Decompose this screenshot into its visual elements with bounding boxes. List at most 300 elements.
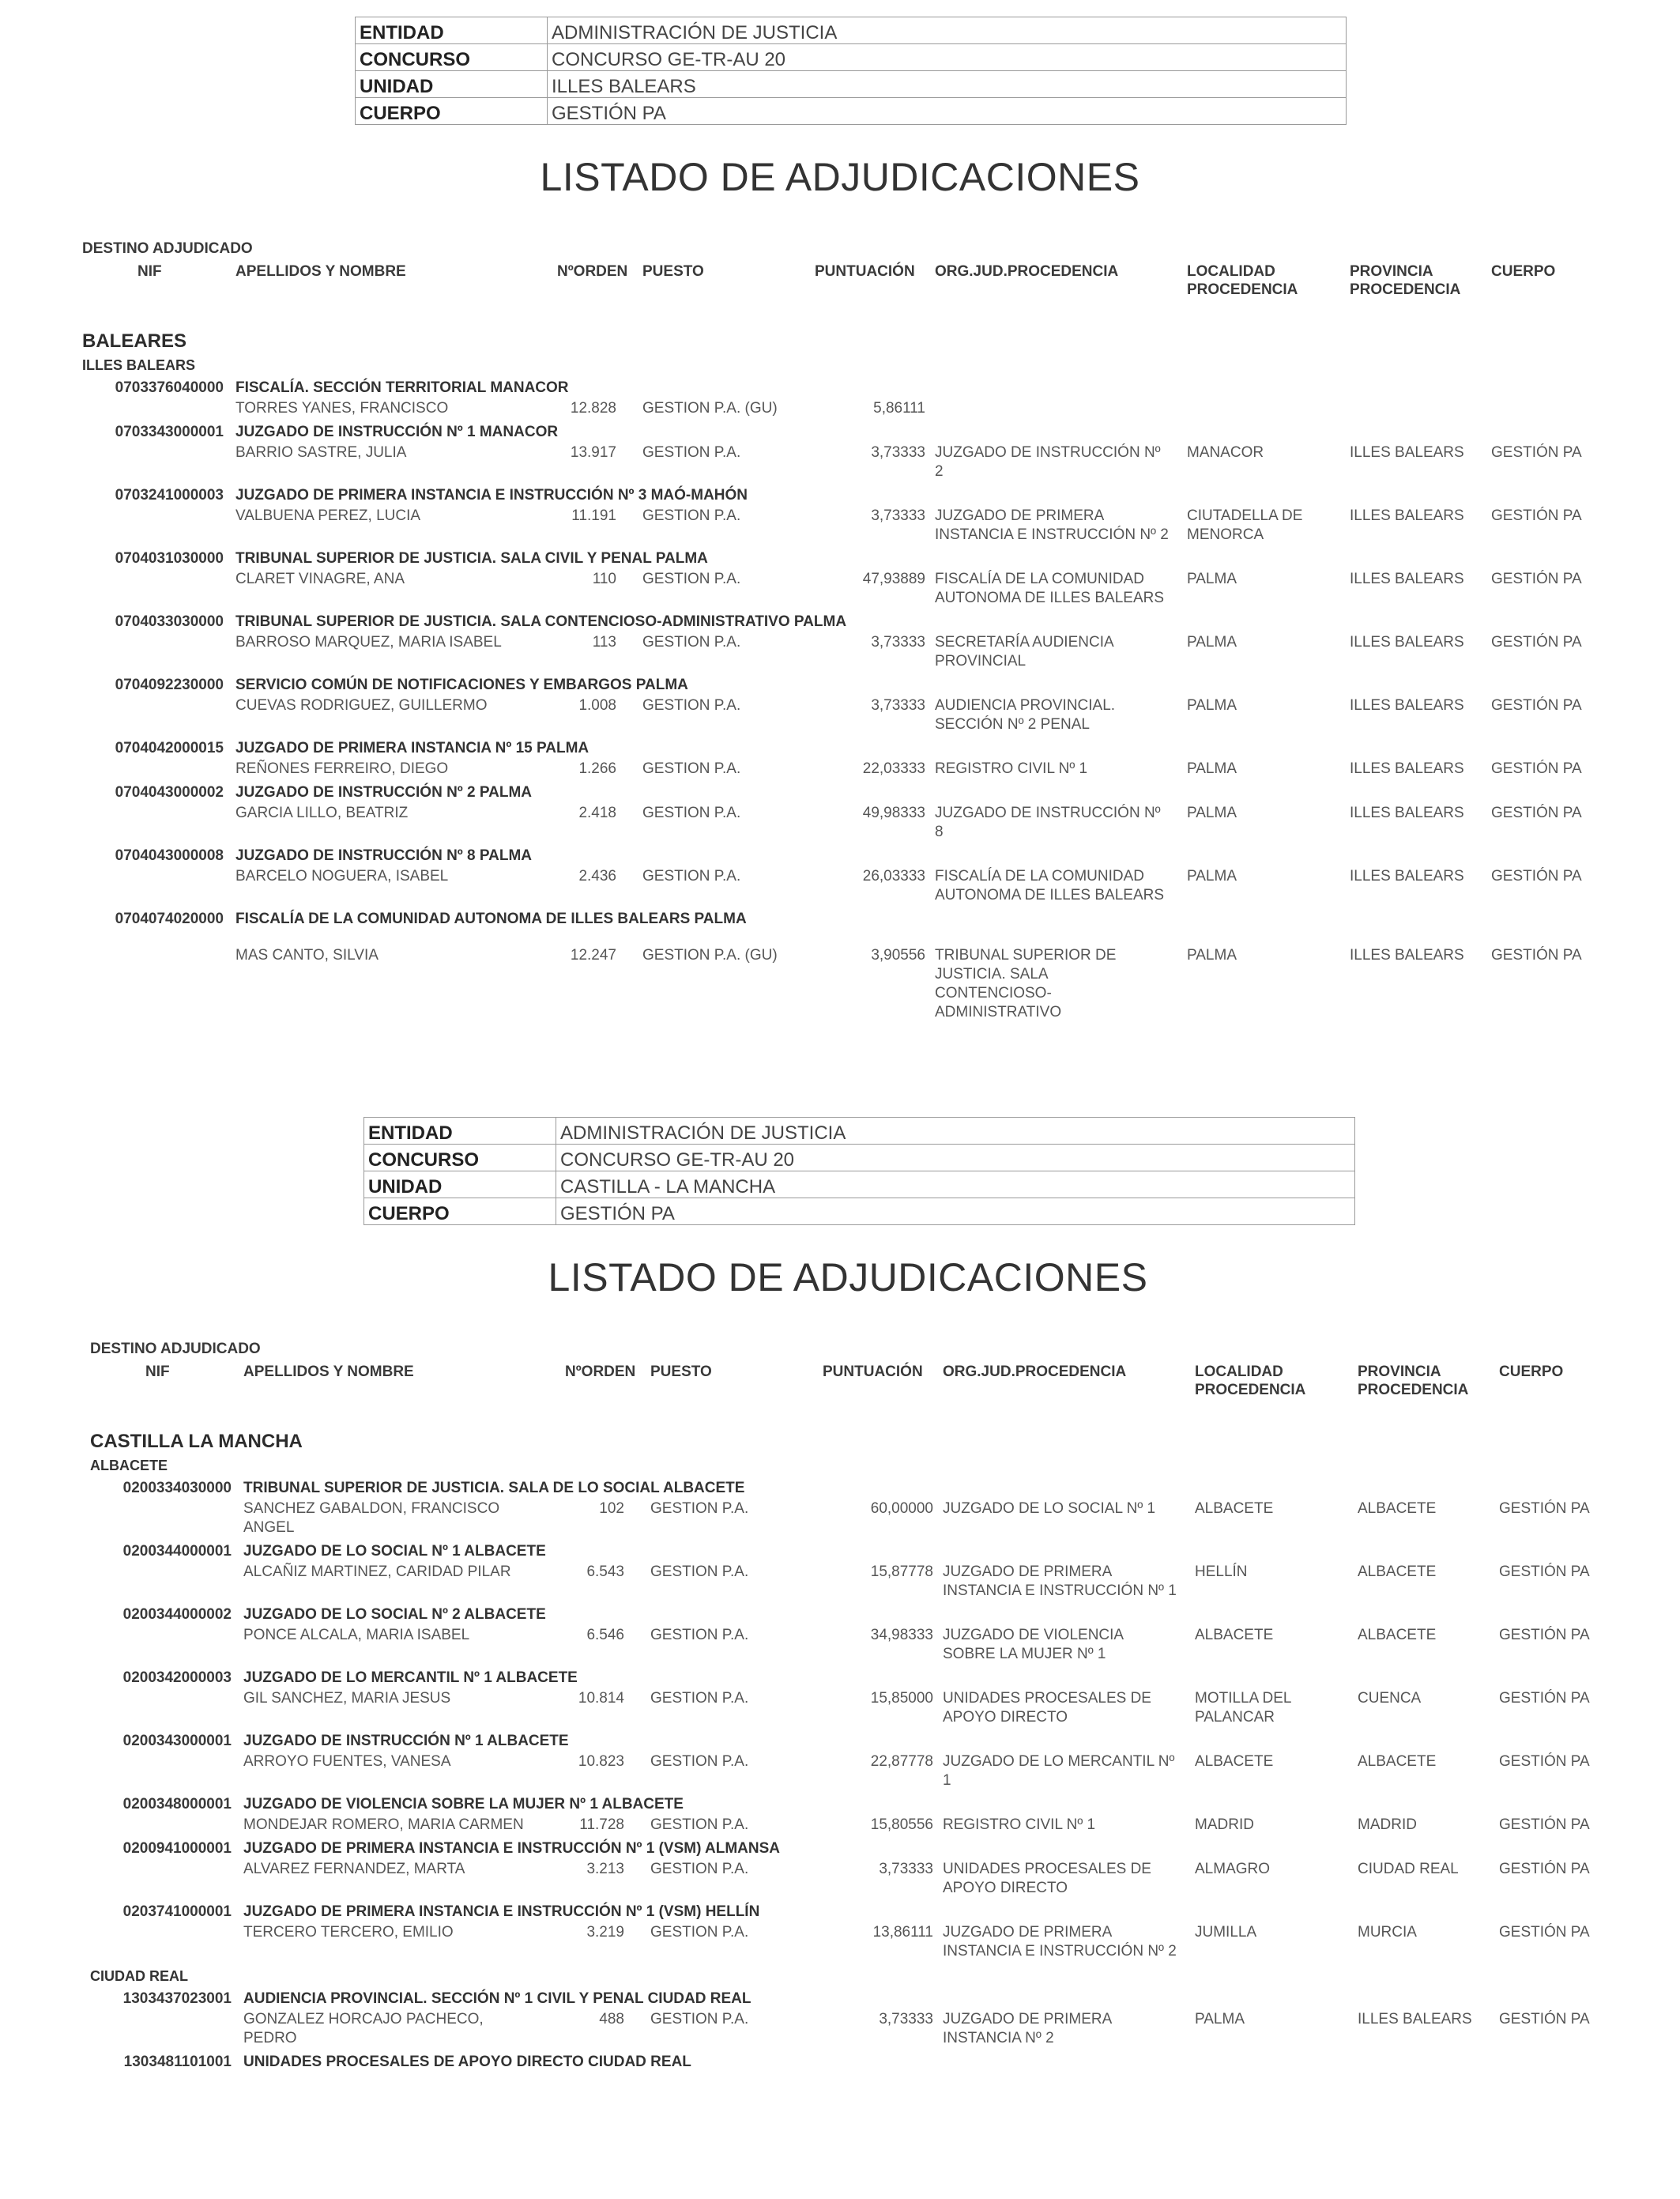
post: GESTION P.A. (650, 1563, 749, 1580)
destination-name: JUZGADO DE LO SOCIAL Nº 1 ALBACETE (243, 1543, 546, 1560)
body: GESTIÓN PA (1491, 760, 1582, 777)
destination-code: 0203741000001 (122, 1903, 232, 1920)
origin-province: ALBACETE (1358, 1627, 1437, 1643)
column-header-org: ORG.JUD.PROCEDENCIA (935, 263, 1119, 280)
header-value: GESTIÓN PA (556, 1198, 1355, 1225)
post: GESTION P.A. (650, 1500, 749, 1517)
score: 15,80556 (870, 1816, 933, 1833)
order-number: 11.728 (579, 1816, 624, 1833)
origin-province: CUENCA (1358, 1690, 1422, 1707)
destination-name: JUZGADO DE VIOLENCIA SOBRE LA MUJER Nº 1 ALBACETE (243, 1796, 684, 1812)
destination-row (0, 421, 1680, 443)
post: GESTION P.A. (642, 571, 741, 587)
post: GESTION P.A. (642, 805, 741, 821)
destination-name: JUZGADO DE PRIMERA INSTANCIA E INSTRUCCIÓN Nº 1 (VSM) HELLÍN (243, 1903, 760, 1920)
origin-locality: ALMAGRO (1195, 1861, 1271, 1877)
destination-code: 0704092230000 (115, 677, 224, 693)
candidate-name: GARCIA LILLO, BEATRIZ (235, 805, 409, 821)
post: GESTION P.A. (642, 634, 741, 651)
post: GESTION P.A. (642, 760, 741, 777)
order-number: 10.814 (578, 1690, 624, 1707)
score: 3,90556 (871, 947, 925, 964)
destination-code: 0704043000008 (115, 847, 224, 864)
assignment-entry (8, 1901, 1680, 1964)
body: GESTIÓN PA (1499, 1500, 1590, 1517)
assignment-entry (0, 548, 1680, 611)
candidate-row (8, 1689, 1680, 1730)
header-value: GESTIÓN PA (548, 98, 1347, 125)
column-header-puesto: PUESTO (642, 263, 704, 280)
body: GESTIÓN PA (1499, 1816, 1590, 1833)
destination-code: 0200941000001 (122, 1840, 232, 1857)
assignment-entry (0, 485, 1680, 548)
candidate-row (0, 696, 1680, 737)
candidate-row (0, 867, 1680, 908)
destination-code: 0200348000001 (122, 1796, 232, 1812)
candidate-row (0, 399, 1680, 421)
body: GESTIÓN PA (1499, 1753, 1590, 1770)
assignments-list (8, 1454, 1680, 2073)
post: GESTION P.A. (642, 507, 741, 524)
column-header-localidad: LOCALIDAD PROCEDENCIA (1195, 1364, 1306, 1398)
candidate-row (8, 1860, 1680, 1901)
destination-name: TRIBUNAL SUPERIOR DE JUSTICIA. SALA CONTENCIOSO-ADMINISTRATIVO PALMA (235, 613, 847, 630)
destination-code: 0703343000001 (115, 424, 224, 440)
origin-province: MADRID (1358, 1816, 1417, 1833)
assignment-entry (0, 908, 1680, 1025)
destination-name: JUZGADO DE PRIMERA INSTANCIA Nº 15 PALMA (235, 740, 590, 756)
origin-province: ILLES BALEARS (1350, 507, 1464, 524)
destination-code: 1303437023001 (122, 1990, 232, 2007)
assignment-entry (8, 1794, 1680, 1838)
origin-province: ILLES BALEARS (1350, 868, 1464, 885)
origin-locality: PALMA (1195, 2011, 1245, 2027)
score: 13,86111 (872, 1924, 933, 1941)
order-number: 1.266 (578, 760, 616, 777)
region-title: CASTILLA LA MANCHA (90, 1431, 303, 1452)
column-header-orden: NºORDEN (557, 263, 628, 280)
assignment-entry (0, 737, 1680, 782)
column-header-destino: DESTINO ADJUDICADO (82, 240, 253, 257)
header-key: ENTIDAD (356, 17, 548, 44)
origin-locality: PALMA (1187, 634, 1237, 651)
origin-province: ILLES BALEARS (1350, 571, 1464, 587)
assignment-entry (0, 782, 1680, 845)
header-value: CASTILLA - LA MANCHA (556, 1171, 1355, 1198)
destination-code: 0704074020000 (115, 911, 224, 927)
order-number: 6.546 (586, 1627, 624, 1643)
destination-row (8, 1541, 1680, 1563)
header-key: UNIDAD (356, 71, 548, 98)
region-title: BALEARES (82, 330, 187, 352)
body: GESTIÓN PA (1499, 2011, 1590, 2027)
assignment-entry (0, 611, 1680, 674)
origin-province: ILLES BALEARS (1350, 697, 1464, 714)
body: GESTIÓN PA (1499, 1627, 1590, 1643)
origin-court: JUZGADO DE LO SOCIAL Nº 1 (943, 1500, 1156, 1517)
order-number: 1.008 (578, 697, 616, 714)
destination-row (8, 1730, 1680, 1752)
candidate-row (8, 1563, 1680, 1604)
destination-name: FISCALÍA DE LA COMUNIDAD AUTONOMA DE ILLES BALEARS PALMA (235, 911, 747, 927)
origin-province: ILLES BALEARS (1350, 805, 1464, 821)
assignment-entry (8, 1604, 1680, 1667)
header-row (356, 44, 1347, 71)
origin-province: ALBACETE (1358, 1563, 1437, 1580)
candidate-name: PONCE ALCALA, MARIA ISABEL (243, 1627, 470, 1643)
origin-court: JUZGADO DE PRIMERA INSTANCIA E INSTRUCCIÓN Nº 2 (943, 1924, 1177, 1959)
order-number: 102 (599, 1500, 624, 1517)
destination-name: JUZGADO DE PRIMERA INSTANCIA E INSTRUCCIÓN Nº 1 (VSM) ALMANSA (243, 1840, 780, 1857)
candidate-row (0, 633, 1680, 674)
column-header-provincia: PROVINCIA PROCEDENCIA (1350, 263, 1461, 298)
order-number: 10.823 (578, 1753, 624, 1770)
column-header-cuerpo: CUERPO (1499, 1364, 1564, 1380)
assignment-entry (8, 1477, 1680, 1541)
candidate-row (8, 1923, 1680, 1964)
score: 22,87778 (870, 1753, 933, 1770)
origin-locality: MADRID (1195, 1816, 1254, 1833)
order-number: 2.436 (578, 868, 616, 885)
destination-name: JUZGADO DE INSTRUCCIÓN Nº 2 PALMA (235, 784, 532, 801)
origin-court: SECRETARÍA AUDIENCIA PROVINCIAL (935, 634, 1114, 670)
assignments-list (0, 353, 1680, 1025)
header-key: CUERPO (364, 1198, 556, 1225)
post: GESTION P.A. (GU) (642, 947, 778, 964)
order-number: 113 (592, 634, 616, 651)
page-title: LISTADO DE ADJUDICACIONES (540, 155, 1140, 199)
origin-court: FISCALÍA DE LA COMUNIDAD AUTONOMA DE ILLES BALEARS (935, 868, 1165, 903)
post: GESTION P.A. (642, 697, 741, 714)
candidate-name: GONZALEZ HORCAJO PACHECO, PEDRO (243, 2011, 484, 2046)
post: GESTION P.A. (650, 1816, 749, 1833)
origin-locality: PALMA (1187, 947, 1237, 964)
body: GESTIÓN PA (1499, 1690, 1590, 1707)
origin-locality: PALMA (1187, 805, 1237, 821)
destination-name: JUZGADO DE PRIMERA INSTANCIA E INSTRUCCIÓN Nº 3 MAÓ-MAHÓN (235, 487, 748, 504)
destination-row (0, 485, 1680, 507)
body: GESTIÓN PA (1499, 1563, 1590, 1580)
assignment-entry (8, 1667, 1680, 1730)
body: GESTIÓN PA (1491, 947, 1582, 964)
assignment-entry (0, 674, 1680, 737)
destination-name: UNIDADES PROCESALES DE APOYO DIRECTO CIUDAD REAL (243, 2054, 691, 2070)
origin-province: ILLES BALEARS (1350, 947, 1464, 964)
origin-locality: MANACOR (1187, 444, 1264, 461)
column-header-org: ORG.JUD.PROCEDENCIA (943, 1364, 1127, 1380)
score: 34,98333 (870, 1627, 933, 1643)
origin-court: JUZGADO DE PRIMERA INSTANCIA E INSTRUCCIÓN Nº 1 (943, 1563, 1177, 1599)
score: 3,73333 (871, 634, 925, 651)
column-header-puntuacion: PUNTUACIÓN (815, 263, 915, 280)
candidate-row (8, 1626, 1680, 1667)
body: GESTIÓN PA (1491, 805, 1582, 821)
post: GESTION P.A. (650, 2011, 749, 2027)
destination-row (0, 611, 1680, 633)
candidate-row (8, 1752, 1680, 1794)
column-header-orden: NºORDEN (565, 1364, 636, 1380)
candidate-name: ALVAREZ FERNANDEZ, MARTA (243, 1861, 465, 1877)
score: 3,73333 (871, 444, 925, 461)
post: GESTION P.A. (GU) (642, 400, 778, 417)
destination-code: 0200342000003 (122, 1669, 232, 1686)
post: GESTION P.A. (650, 1753, 749, 1770)
post: GESTION P.A. (650, 1627, 749, 1643)
body: GESTIÓN PA (1491, 697, 1582, 714)
column-header-apellidos: APELLIDOS Y NOMBRE (243, 1364, 414, 1380)
assignment-entry (8, 1730, 1680, 1794)
candidate-name: GIL SANCHEZ, MARIA JESUS (243, 1690, 451, 1707)
order-number: 12.828 (570, 400, 616, 417)
province-title: ALBACETE (90, 1458, 168, 1473)
candidate-name: MAS CANTO, SILVIA (235, 947, 379, 964)
candidate-row (0, 760, 1680, 782)
column-header-apellidos: APELLIDOS Y NOMBRE (235, 263, 406, 280)
post: GESTION P.A. (642, 444, 741, 461)
origin-locality: PALMA (1187, 760, 1237, 777)
score: 3,73333 (879, 2011, 933, 2027)
candidate-name: VALBUENA PEREZ, LUCIA (235, 507, 421, 524)
candidate-name: BARROSO MARQUEZ, MARIA ISABEL (235, 634, 502, 651)
origin-court: REGISTRO CIVIL Nº 1 (943, 1816, 1096, 1833)
destination-code: 0704042000015 (115, 740, 224, 756)
order-number: 110 (592, 571, 616, 587)
origin-locality: ALBACETE (1195, 1753, 1274, 1770)
assignment-entry (8, 1838, 1680, 1901)
score: 26,03333 (862, 868, 925, 885)
destination-name: FISCALÍA. SECCIÓN TERRITORIAL MANACOR (235, 379, 569, 396)
candidate-name: CLARET VINAGRE, ANA (235, 571, 405, 587)
header-row (364, 1198, 1355, 1225)
destination-row (0, 845, 1680, 867)
destination-name: JUZGADO DE LO MERCANTIL Nº 1 ALBACETE (243, 1669, 578, 1686)
candidate-row (0, 804, 1680, 845)
column-header-nif: NIF (145, 1364, 170, 1380)
province-title: CIUDAD REAL (90, 1968, 188, 1984)
order-number: 11.191 (571, 507, 616, 524)
column-header-puesto: PUESTO (650, 1364, 712, 1380)
post: GESTION P.A. (650, 1861, 749, 1877)
destination-code: 0703376040000 (115, 379, 224, 396)
origin-court: AUDIENCIA PROVINCIAL. SECCIÓN Nº 2 PENAL (935, 697, 1116, 733)
candidate-name: ALCAÑIZ MARTINEZ, CARIDAD PILAR (243, 1563, 511, 1580)
candidate-row (8, 1816, 1680, 1838)
destination-row (0, 674, 1680, 696)
order-number: 13.917 (570, 444, 616, 461)
origin-province: MURCIA (1358, 1924, 1417, 1941)
destination-code: 1303481101001 (123, 2054, 232, 2070)
destination-code: 0200334030000 (122, 1480, 232, 1496)
post: GESTION P.A. (650, 1924, 749, 1941)
candidate-name: MONDEJAR ROMERO, MARIA CARMEN (243, 1816, 524, 1833)
destination-code: 0704033030000 (115, 613, 224, 630)
origin-province: ALBACETE (1358, 1500, 1437, 1517)
header-row (356, 71, 1347, 98)
candidate-row (8, 2010, 1680, 2051)
destination-row (0, 548, 1680, 570)
order-number: 12.247 (570, 947, 616, 964)
origin-court: JUZGADO DE PRIMERA INSTANCIA Nº 2 (943, 2011, 1113, 2046)
origin-locality: PALMA (1187, 571, 1237, 587)
origin-court: FISCALÍA DE LA COMUNIDAD AUTONOMA DE ILLES BALEARS (935, 571, 1165, 606)
order-number: 6.543 (586, 1563, 624, 1580)
score: 47,93889 (862, 571, 925, 587)
destination-row (8, 1794, 1680, 1816)
header-row (356, 17, 1347, 44)
origin-locality: PALMA (1187, 868, 1237, 885)
destination-code: 0703241000003 (115, 487, 224, 504)
candidate-row (0, 946, 1680, 1025)
destination-code: 0200344000002 (122, 1606, 232, 1623)
candidate-row (0, 570, 1680, 611)
score: 15,87778 (870, 1563, 933, 1580)
candidate-row (0, 443, 1680, 485)
origin-province: ILLES BALEARS (1350, 634, 1464, 651)
assignment-entry (0, 845, 1680, 908)
adjudication-section (0, 1100, 1680, 2199)
candidate-name: TORRES YANES, FRANCISCO (235, 400, 449, 417)
body: GESTIÓN PA (1491, 571, 1582, 587)
order-number: 488 (599, 2011, 624, 2027)
destination-name: SERVICIO COMÚN DE NOTIFICACIONES Y EMBARGOS PALMA (235, 677, 688, 693)
header-row (364, 1118, 1355, 1145)
destination-name: JUZGADO DE INSTRUCCIÓN Nº 8 PALMA (235, 847, 532, 864)
header-table (355, 17, 1347, 125)
destination-name: JUZGADO DE LO SOCIAL Nº 2 ALBACETE (243, 1606, 546, 1623)
column-header-cuerpo: CUERPO (1491, 263, 1556, 280)
page-title: LISTADO DE ADJUDICACIONES (548, 1255, 1148, 1299)
score: 3,73333 (879, 1861, 933, 1877)
origin-locality: JUMILLA (1195, 1924, 1257, 1941)
candidate-name: BARRIO SASTRE, JULIA (235, 444, 407, 461)
destination-name: JUZGADO DE INSTRUCCIÓN Nº 1 ALBACETE (243, 1733, 569, 1749)
order-number: 2.418 (578, 805, 616, 821)
candidate-row (0, 507, 1680, 548)
header-key: UNIDAD (364, 1171, 556, 1198)
adjudication-section (0, 0, 1680, 1099)
destination-row (0, 908, 1680, 930)
origin-locality: PALMA (1187, 697, 1237, 714)
score: 22,03333 (862, 760, 925, 777)
destination-row (8, 1477, 1680, 1499)
candidate-name: SANCHEZ GABALDON, FRANCISCO ANGEL (243, 1500, 500, 1536)
body: GESTIÓN PA (1491, 634, 1582, 651)
origin-locality: HELLÍN (1195, 1563, 1248, 1580)
origin-province: ILLES BALEARS (1350, 444, 1464, 461)
body: GESTIÓN PA (1491, 444, 1582, 461)
candidate-name: ARROYO FUENTES, VANESA (243, 1753, 451, 1770)
origin-court: UNIDADES PROCESALES DE APOYO DIRECTO (943, 1690, 1151, 1726)
assignment-entry (0, 421, 1680, 485)
score: 5,86111 (873, 400, 925, 417)
origin-province: ALBACETE (1358, 1753, 1437, 1770)
score: 60,00000 (870, 1500, 933, 1517)
origin-province: ILLES BALEARS (1358, 2011, 1472, 2027)
destination-row (0, 377, 1680, 399)
candidate-name: BARCELO NOGUERA, ISABEL (235, 868, 449, 885)
assignment-entry (0, 377, 1680, 421)
header-value: CONCURSO GE-TR-AU 20 (548, 44, 1347, 71)
assignment-entry (8, 1541, 1680, 1604)
column-header-nif: NIF (137, 263, 162, 280)
body: GESTIÓN PA (1499, 1861, 1590, 1877)
body: GESTIÓN PA (1491, 507, 1582, 524)
header-key: ENTIDAD (364, 1118, 556, 1145)
destination-code: 0704031030000 (115, 550, 224, 567)
header-value: CONCURSO GE-TR-AU 20 (556, 1145, 1355, 1171)
origin-court: JUZGADO DE LO MERCANTIL Nº 1 (943, 1753, 1175, 1789)
candidate-name: CUEVAS RODRIGUEZ, GUILLERMO (235, 697, 488, 714)
destination-name: JUZGADO DE INSTRUCCIÓN Nº 1 MANACOR (235, 424, 559, 440)
candidate-name: TERCERO TERCERO, EMILIO (243, 1924, 454, 1941)
header-key: CUERPO (356, 98, 548, 125)
header-value: ADMINISTRACIÓN DE JUSTICIA (548, 17, 1347, 44)
destination-row (8, 1838, 1680, 1860)
destination-row (8, 1604, 1680, 1626)
origin-locality: CIUTADELLA DE MENORCA (1187, 507, 1303, 543)
assignment-entry (8, 2051, 1680, 2073)
destination-row (0, 737, 1680, 760)
origin-court: REGISTRO CIVIL Nº 1 (935, 760, 1088, 777)
origin-court: JUZGADO DE PRIMERA INSTANCIA E INSTRUCCIÓN Nº 2 (935, 507, 1169, 543)
origin-court: JUZGADO DE INSTRUCCIÓN Nº 8 (935, 805, 1161, 840)
origin-province: ILLES BALEARS (1350, 760, 1464, 777)
origin-court: JUZGADO DE VIOLENCIA SOBRE LA MUJER Nº 1 (943, 1627, 1124, 1662)
destination-row (8, 2051, 1680, 2073)
candidate-row (8, 1499, 1680, 1541)
body: GESTIÓN PA (1499, 1924, 1590, 1941)
header-value: ADMINISTRACIÓN DE JUSTICIA (556, 1118, 1355, 1145)
order-number: 3.219 (586, 1924, 624, 1941)
destination-name: TRIBUNAL SUPERIOR DE JUSTICIA. SALA DE LO SOCIAL ALBACETE (243, 1480, 745, 1496)
header-row (364, 1171, 1355, 1198)
destination-code: 0200344000001 (122, 1543, 232, 1560)
destination-name: TRIBUNAL SUPERIOR DE JUSTICIA. SALA CIVIL Y PENAL PALMA (235, 550, 708, 567)
destination-row (8, 1667, 1680, 1689)
destination-code: 0200343000001 (122, 1733, 232, 1749)
origin-locality: MOTILLA DEL PALANCAR (1195, 1690, 1292, 1726)
origin-court: UNIDADES PROCESALES DE APOYO DIRECTO (943, 1861, 1151, 1896)
destination-code: 0704043000002 (115, 784, 224, 801)
destination-name: AUDIENCIA PROVINCIAL. SECCIÓN Nº 1 CIVIL Y PENAL CIUDAD REAL (243, 1990, 751, 2007)
destination-row (8, 1901, 1680, 1923)
post: GESTION P.A. (650, 1690, 749, 1707)
header-key: CONCURSO (356, 44, 548, 71)
header-key: CONCURSO (364, 1145, 556, 1171)
header-row (364, 1145, 1355, 1171)
score: 3,73333 (871, 697, 925, 714)
post: GESTION P.A. (642, 868, 741, 885)
origin-court: TRIBUNAL SUPERIOR DE JUSTICIA. SALA CONTENCIOSO- ADMINISTRATIVO (935, 947, 1117, 1020)
header-table (363, 1117, 1355, 1225)
order-number: 3.213 (586, 1861, 624, 1877)
body: GESTIÓN PA (1491, 868, 1582, 885)
header-row (356, 98, 1347, 125)
column-header-puntuacion: PUNTUACIÓN (823, 1364, 923, 1380)
header-value: ILLES BALEARS (548, 71, 1347, 98)
column-header-localidad: LOCALIDAD PROCEDENCIA (1187, 263, 1298, 298)
column-header-provincia: PROVINCIA PROCEDENCIA (1358, 1364, 1469, 1398)
candidate-name: REÑONES FERREIRO, DIEGO (235, 760, 449, 777)
origin-court: JUZGADO DE INSTRUCCIÓN Nº 2 (935, 444, 1161, 480)
origin-locality: ALBACETE (1195, 1627, 1274, 1643)
assignment-entry (8, 1988, 1680, 2051)
destination-row (8, 1988, 1680, 2010)
column-header-destino: DESTINO ADJUDICADO (90, 1341, 261, 1357)
origin-locality: ALBACETE (1195, 1500, 1274, 1517)
score: 49,98333 (862, 805, 925, 821)
province-title: ILLES BALEARS (82, 357, 196, 373)
